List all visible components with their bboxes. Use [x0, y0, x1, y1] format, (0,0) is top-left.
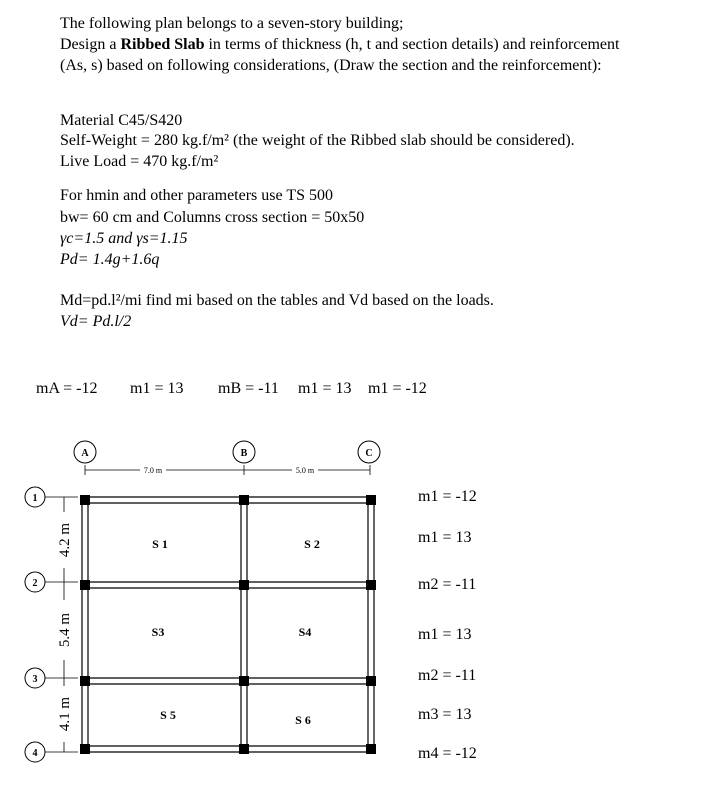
moment-coef-top-1: mA = -12: [36, 380, 98, 397]
columns: [80, 495, 376, 754]
intro-line-2-suffix: in terms of thickness (h, t and section details) and reinforcement: [204, 36, 620, 53]
slab-s6: S 6: [295, 713, 311, 727]
slab-s1: S 1: [152, 537, 168, 551]
moment-coef-right-3: m2 = -11: [418, 576, 477, 593]
slab-s5: S 5: [160, 708, 176, 722]
grid-bubble-b: [233, 441, 255, 463]
svg-text:4: 4: [32, 748, 38, 759]
beams: [82, 497, 374, 752]
bw-line: bw= 60 cm and Columns cross section = 50x50: [60, 209, 365, 226]
grid-bubble-2: [25, 572, 45, 592]
moment-coef-right-2: m1 = 13: [418, 529, 472, 546]
span-label-ab: 7.0 m: [143, 466, 163, 475]
moment-coef-top-5: m1 = -12: [368, 380, 427, 397]
intro-line-3: (As, s) based on following considerations, (Draw the section and the reinforcement):: [60, 57, 602, 74]
intro-line-2-prefix: Design a: [60, 36, 121, 53]
grid-bubble-3: [25, 668, 45, 688]
span-label-12: 4.2 m: [57, 522, 73, 558]
grid-bubble-c: [358, 441, 380, 463]
moment-coef-right-6: m3 = 13: [418, 706, 472, 723]
svg-text:B: B: [240, 448, 248, 459]
moment-coef-top-2: m1 = 13: [130, 380, 184, 397]
top-dimension-line: [85, 465, 370, 475]
svg-text:3: 3: [32, 674, 38, 685]
self-weight-line: Self-Weight = 280 kg.f/m² (the weight of the Ribbed slab should be considered).: [60, 132, 575, 149]
span-label-bc: 5.0 m: [295, 466, 315, 475]
hmin-line: For hmin and other parameters use TS 500: [60, 187, 333, 204]
moment-coef-right-4: m1 = 13: [418, 626, 472, 643]
live-load-line: Live Load = 470 kg.f/m²: [60, 153, 219, 170]
moment-coef-top-3: mB = -11: [218, 380, 279, 397]
md-formula-line: Md=pd.l²/mi find mi based on the tables and Vd based on the loads.: [60, 292, 494, 309]
moment-coef-right-5: m2 = -11: [418, 667, 477, 684]
intro-line-1: The following plan belongs to a seven-story building;: [60, 15, 404, 32]
material-line: Material C45/S420: [60, 112, 183, 129]
svg-text:1: 1: [32, 493, 38, 504]
moment-coef-right-7: m4 = -12: [418, 745, 477, 762]
ribbed-slab-bold: Ribbed Slab: [120, 36, 205, 53]
moment-coef-top-4: m1 = 13: [298, 380, 352, 397]
grid-bubble-1: [25, 487, 45, 507]
moment-coef-right-1: m1 = -12: [418, 488, 477, 505]
slab-s4: S4: [298, 625, 312, 639]
span-label-23: 5.4 m: [57, 612, 73, 648]
grid-bubble-4: [25, 742, 45, 762]
svg-text:2: 2: [32, 578, 38, 589]
pd-line: Pd= 1.4g+1.6q: [60, 251, 160, 268]
slab-s2: S 2: [304, 537, 320, 551]
svg-text:A: A: [81, 448, 89, 459]
vd-formula-line: Vd= Pd.l/2: [60, 313, 132, 330]
span-label-34: 4.1 m: [57, 696, 73, 732]
grid-bubble-a: [74, 441, 96, 463]
gamma-line: γc=1.5 and γs=1.15: [60, 230, 188, 247]
svg-text:C: C: [365, 448, 373, 459]
slab-s3: S3: [151, 625, 165, 639]
